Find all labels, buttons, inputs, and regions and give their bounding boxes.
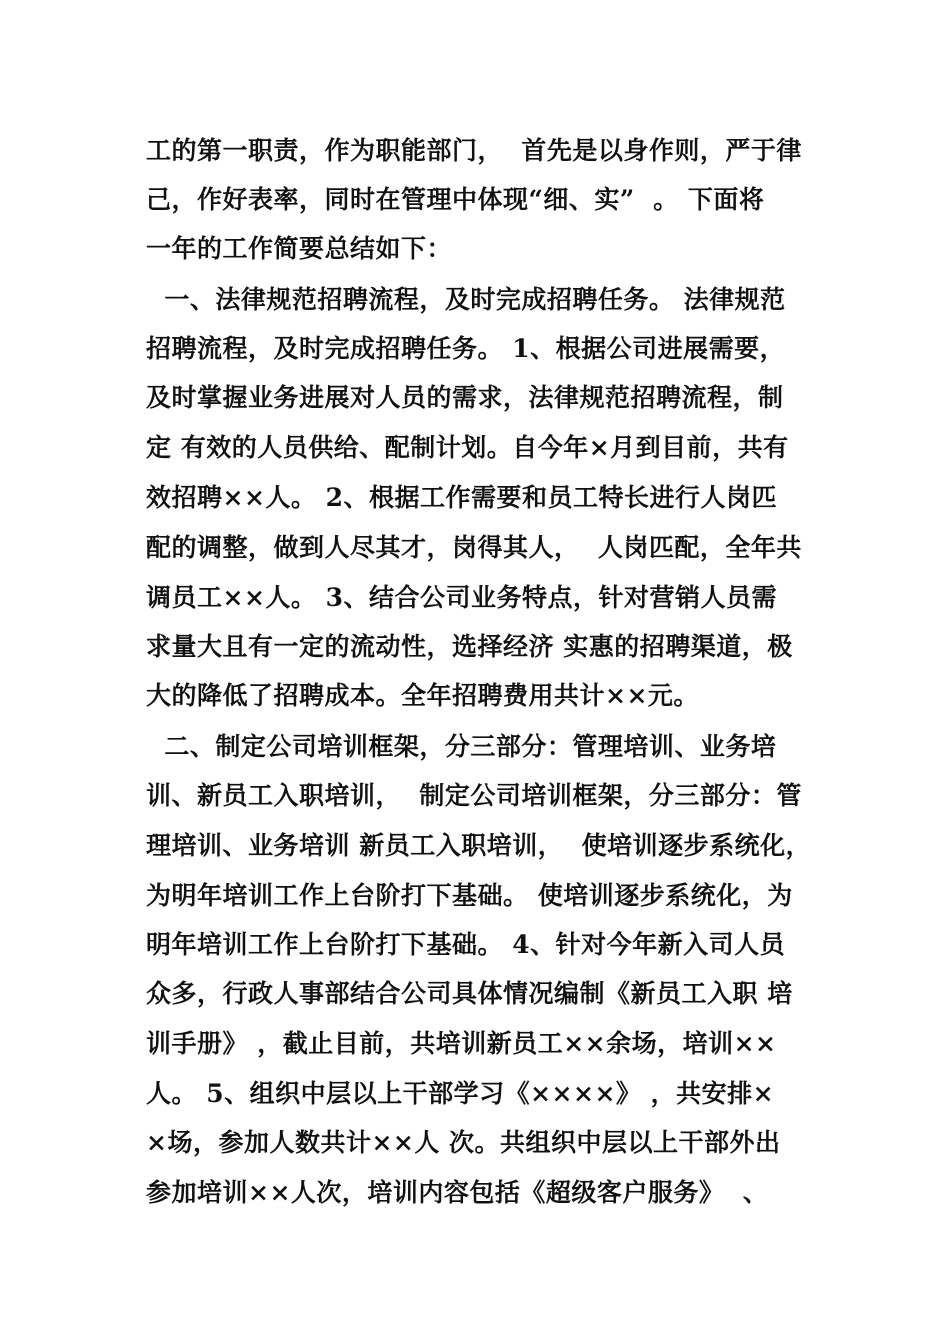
text-line: 配的调整，做到人尽其才，岗得其人， 人岗匹配，全年共: [146, 533, 802, 562]
text-line: 众多，行政人事部结合公司具体情况编制《新员工入职 培: [146, 979, 793, 1008]
text-line: 定 有效的人员供给、配制计划。自今年×月到目前，共有: [146, 433, 789, 462]
text-line: 及时掌握业务进展对人员的需求，法律规范招聘流程，制: [146, 383, 784, 412]
text-line: ×场，参加人数共计××人 次。共组织中层以上干部外出: [146, 1128, 781, 1157]
text-line: 招聘流程，及时完成招聘任务。 1、根据公司进展需要，: [146, 334, 786, 363]
text-line: 理培训、业务培训 新员工入职培训， 使培训逐步系统化，: [146, 831, 812, 860]
text-line: 大的降低了招聘成本。全年招聘费用共计××元。: [146, 681, 699, 710]
text-line: 训、新员工入职培训， 制定公司培训框架，分三部分：管: [146, 781, 802, 810]
text-line: 调员工××人。 3、结合公司业务特点，针对营销人员需: [146, 583, 777, 612]
text-line: 明年培训工作上台阶打下基础。 4、针对今年新入司人员: [146, 930, 786, 959]
text-line: 人。 5、组织中层以上干部学习《××××》 ，共安排×: [146, 1079, 775, 1108]
text-line: 一、法律规范招聘流程，及时完成招聘任务。 法律规范: [146, 285, 786, 314]
text-line: 己，作好表率，同时在管理中体现“细、实” 。 下面将: [146, 185, 765, 214]
text-line: 训手册》 ，截止目前，共培训新员工××余场，培训××: [146, 1029, 777, 1058]
text-line: 参加培训××人次，培训内容包括《超级客户服务》 、: [146, 1178, 769, 1207]
text-line: 效招聘××人。 2、根据工作需要和员工特长进行人岗匹: [146, 483, 777, 512]
text-line: 一年的工作简要总结如下：: [146, 234, 453, 263]
text-line: 为明年培训工作上台阶打下基础。 使培训逐步系统化，为: [146, 881, 793, 910]
text-line: 工的第一职责，作为职能部门， 首先是以身作则，严于律: [146, 136, 802, 165]
text-line: 二、制定公司培训框架，分三部分：管理培训、业务培: [146, 732, 777, 761]
text-line: 求量大且有一定的流动性，选择经济 实惠的招聘渠道，极: [146, 632, 793, 661]
